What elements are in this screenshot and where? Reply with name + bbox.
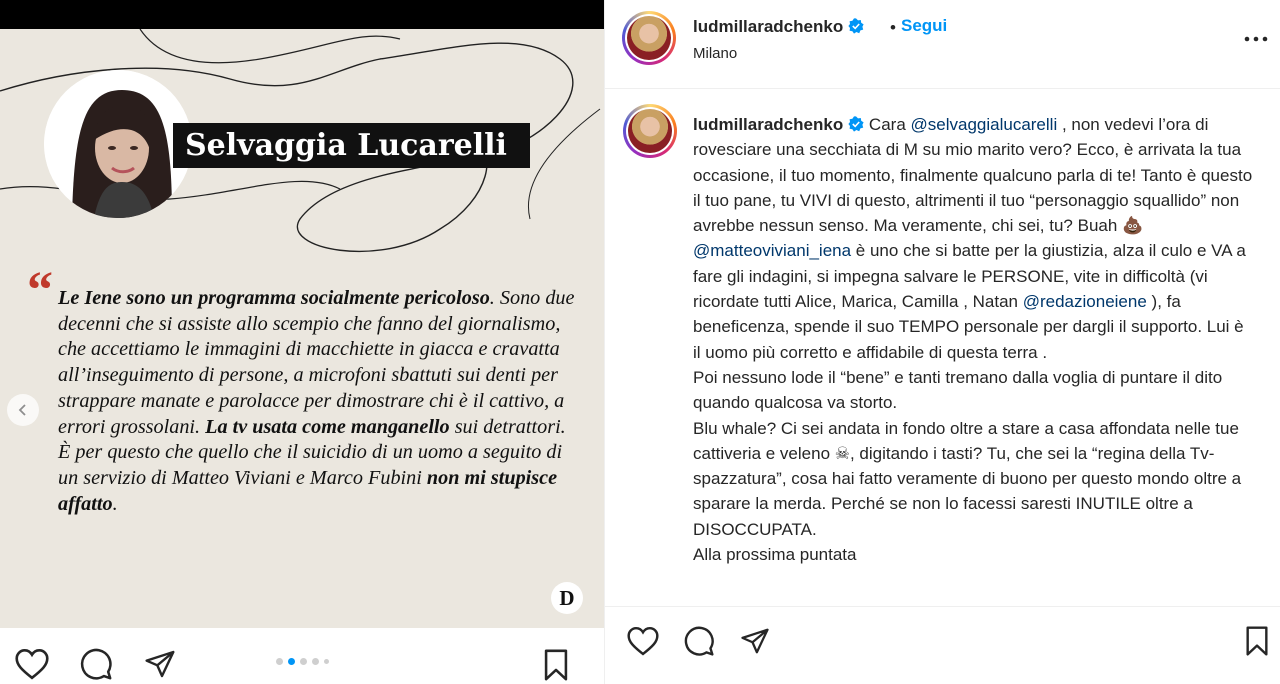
post-image[interactable] [0,0,604,628]
header-username-text[interactable]: ludmillaradchenko [693,17,844,36]
heart-icon [14,648,50,680]
mention-link[interactable]: @redazioneiene [1022,292,1147,312]
comment-button[interactable] [76,646,116,682]
post-location[interactable]: Milano [693,45,738,62]
carousel-indicator [276,658,329,665]
comment-button[interactable] [679,623,719,659]
quote-segment: sui detrattori. È per questo che quello che il suicidio di un uomo a seguito di un servizio di Matteo Viviani e Marco Fubini [58,415,566,489]
mention-link[interactable]: @matteoviviani_iena [693,241,852,261]
caption-avatar[interactable] [623,104,677,158]
carousel-dot-active [288,658,295,665]
like-button[interactable] [12,646,52,682]
more-icon [1244,36,1268,42]
bookmark-icon [541,648,571,682]
share-icon [739,626,771,656]
avatar[interactable] [622,11,676,65]
post-caption [693,112,1255,598]
bookmark-icon [1243,625,1271,657]
carousel-dot [276,658,283,665]
caption-text: ), fa beneficenza, spende il suo TEMPO personale per dargli il supporto. Lui è il uomo più corretto e affidabile di questa terra . [693,292,1244,362]
header-username[interactable] [693,17,864,37]
carousel-dot [324,659,329,664]
caption-text: , non vedevi l’ora di rovesciare una secchiata di M su mio marito vero? Ecco, è arrivata la tua occasione, il tuo momento, finalmente qualcuno parla di te! Tanto è questo il tuo pane, tu VIVI di questo, altrimenti il tuo “personaggio squallido” non avrebbe nessun senso. Ma veramente, chi sei, tu? Buah 💩 [693,115,1253,236]
comment-icon [79,647,113,681]
follow-button[interactable]: Segui [901,16,948,35]
chevron-left-icon [17,403,29,417]
carousel-dot [312,658,319,665]
quote-segment: non mi stupisce affatto [58,466,558,515]
caption-text: Poi nessuno lode il “bene” e tanti tremano dalla voglia di puntare il dito quando qualcosa va storto. [693,367,1223,413]
quote-mark: “ [27,262,53,319]
image-action-bar [0,628,604,684]
share-icon [143,648,177,680]
quote-segment: . [112,492,118,515]
quote-segment: . Sono due decenni che si assiste allo scempio che fanno del giornalismo, che accettiamo le immagini di macchiette in giacca e cravatta all’inseguimento di persone, a microfoni sbattuti sui denti per strappare manate e parolacce per dimostrare chi è il cattivo, a errori grossolani. [58,287,575,438]
post-details-panel [605,0,1280,684]
caption-text: Blu whale? Ci sei andata in fondo oltre a stare a casa affondata nelle tue cattiveria e veleno ☠, digitando i tasti? Tu, che sei la “regina della Tv- spazzatura”, cosa hai fatto veramente di buono per questo mondo oltre a sparare la merda. Perché se non lo facessi saresti INUTILE oltre a DISOCCUPATA. [693,418,1242,539]
verified-badge-icon [848,18,864,34]
caption-text: è uno che si batte per la giustizia, alza il culo e VA a fare gli indagini, si impegna salvare le PERSONE, vite in difficoltà (vi ricordate tutti Alice, Marica, Camilla , Natan [693,241,1246,312]
verified-badge-icon [848,116,864,132]
quote-segment: Le Iene sono un programma socialmente pericoloso [58,287,490,309]
caption-username[interactable]: ludmillaradchenko [693,115,844,134]
magazine-logo: D [551,582,583,614]
save-button[interactable] [1240,623,1274,659]
person-name-label: Selvaggia Lucarelli [173,123,530,168]
portrait-photo [44,70,192,218]
post-action-bar [605,606,1280,684]
mention-link[interactable]: @selvaggialucarelli [910,115,1058,134]
post-header [605,0,1280,89]
quote-segment: La tv usata come manganello [205,415,450,438]
separator-dot: • [890,18,896,37]
image-top-bar [0,0,604,29]
caption-text: Cara [864,115,911,134]
like-button[interactable] [623,623,663,659]
more-options-button[interactable] [1243,30,1269,48]
caption-text: Alla prossima puntata [693,545,857,565]
save-button[interactable] [538,646,574,684]
carousel-dot [300,658,307,665]
share-button[interactable] [140,646,180,682]
carousel-prev-button[interactable] [7,394,39,426]
share-button[interactable] [735,623,775,659]
comment-icon [683,625,715,657]
quote-text [58,286,578,517]
heart-icon [626,626,660,656]
